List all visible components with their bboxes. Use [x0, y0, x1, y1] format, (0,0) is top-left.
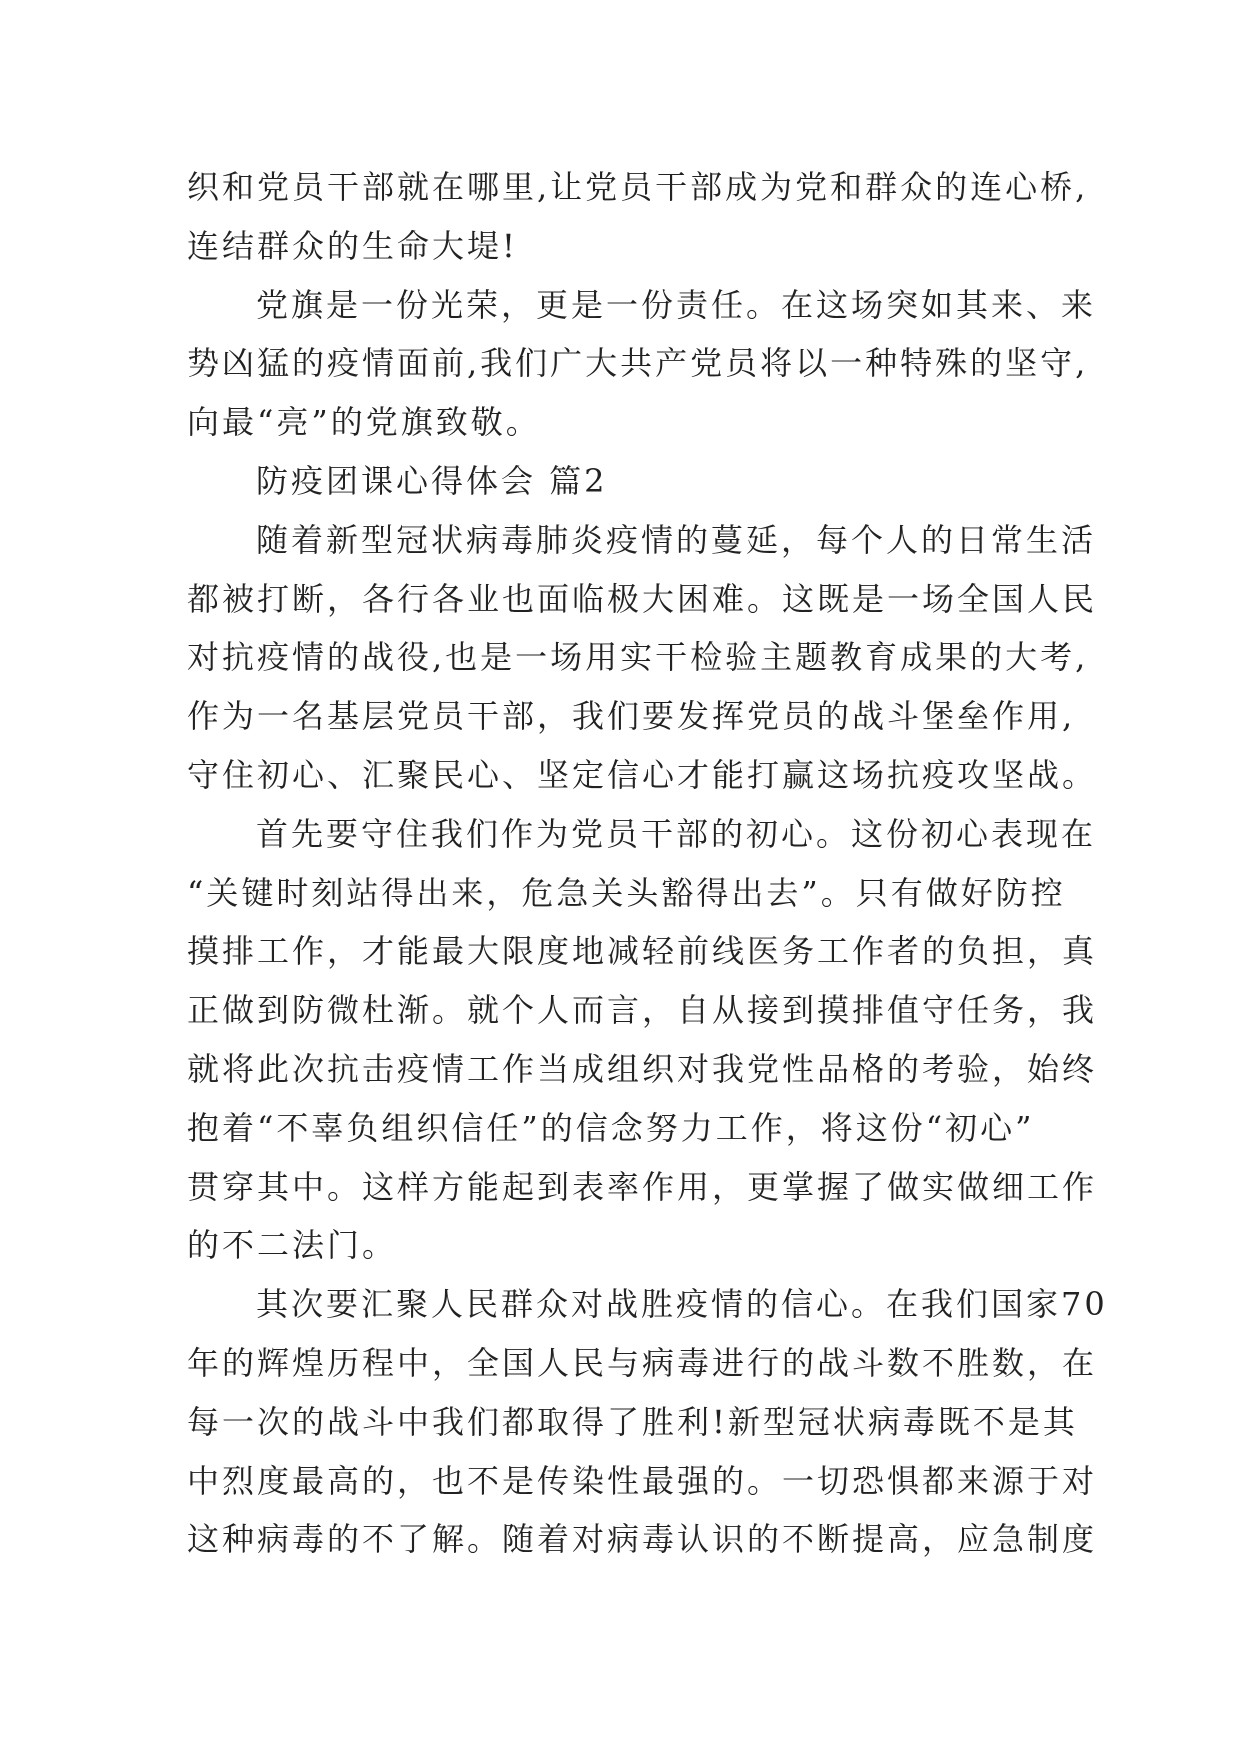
text-line: 的不二法门。 — [187, 1226, 398, 1265]
text-line: 年的辉煌历程中，全国人民与病毒进行的战斗数不胜数，在 — [187, 1343, 1098, 1382]
text-line: 都被打断，各行各业也面临极大困难。这既是一场全国人民 — [187, 579, 1098, 618]
text-line: 对抗疫情的战役,也是一场用实干检验主题教育成果的大考, — [187, 638, 1089, 677]
document-body — [187, 158, 1108, 1569]
text-line: “关键时刻站得出来，危急关头豁得出去”。只有做好防控 — [187, 873, 1066, 912]
text-line: 正做到防微杜渐。就个人而言，自从接到摸排值守任务，我 — [187, 991, 1098, 1030]
text-line: 摸排工作，才能最大限度地减轻前线医务工作者的负担，真 — [187, 932, 1098, 971]
text-line: 这种病毒的不了解。随着对病毒认识的不断提高，应急制度 — [187, 1520, 1098, 1559]
text-line: 势凶猛的疫情面前,我们广大共产党员将以一种特殊的坚守, — [187, 344, 1089, 383]
text-line: 向最“亮”的党旗致敬。 — [187, 403, 541, 442]
text-line: 抱着“不辜负组织信任”的信念努力工作，将这份“初心” — [187, 1108, 1035, 1147]
text-line: 作为一名基层党员干部，我们要发挥党员的战斗堡垒作用, — [187, 697, 1076, 736]
paragraph-start: 其次要汇聚人民群众对战胜疫情的信心。在我们国家70 — [256, 1285, 1108, 1324]
text-line: 每一次的战斗中我们都取得了胜利!新型冠状病毒既不是其 — [187, 1402, 1078, 1441]
text-line: 贯穿其中。这样方能起到表率作用，更掌握了做实做细工作 — [187, 1167, 1098, 1206]
paragraph-start: 随着新型冠状病毒肺炎疫情的蔓延，每个人的日常生活 — [256, 520, 1097, 559]
text-line: 连结群众的生命大堤! — [187, 226, 518, 265]
text-line: 织和党员干部就在哪里,让党员干部成为党和群众的连心桥, — [187, 168, 1089, 206]
paragraph-start: 首先要守住我们作为党员干部的初心。这份初心表现在 — [256, 814, 1097, 853]
text-line: 中烈度最高的，也不是传染性最强的。一切恐惧都来源于对 — [187, 1461, 1098, 1500]
text-line: 就将此次抗击疫情工作当成组织对我党性品格的考验，始终 — [187, 1049, 1098, 1088]
section-heading: 防疫团课心得体会 篇2 — [256, 461, 608, 500]
paragraph-start: 党旗是一份光荣，更是一份责任。在这场突如其来、来 — [256, 285, 1097, 324]
text-line: 守住初心、汇聚民心、坚定信心才能打赢这场抗疫攻坚战。 — [187, 755, 1098, 794]
